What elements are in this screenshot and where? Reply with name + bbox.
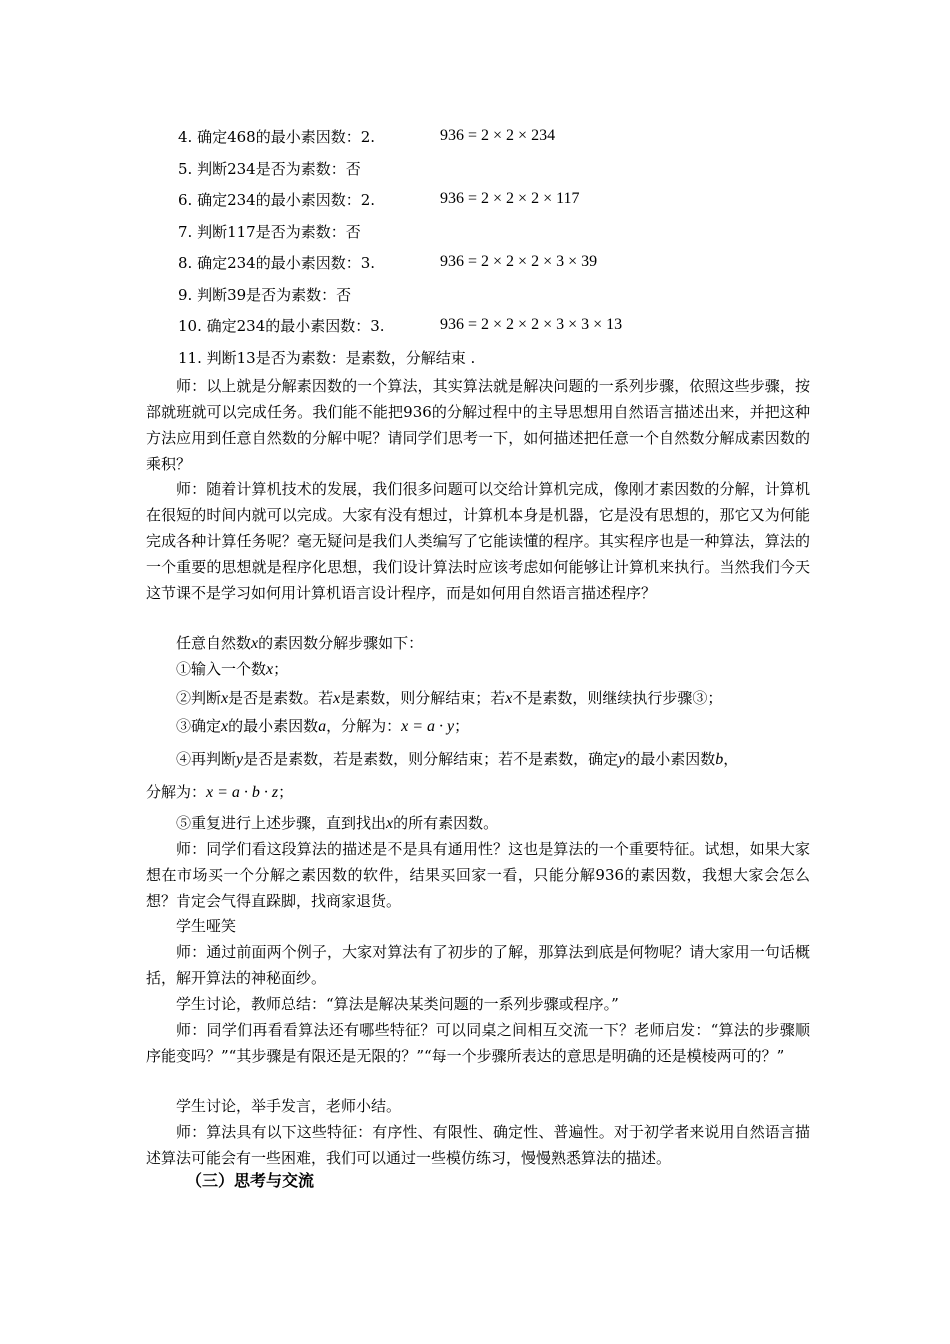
paragraph-teacher-4: 师：通过前面两个例子，大家对算法有了初步的了解，那算法到底是何物呢？请大家用一句话概括，解开算法的神秘面纱。 <box>146 943 810 987</box>
section-heading: （三）思考与交流 <box>186 1171 315 1190</box>
var-x: x <box>266 661 274 678</box>
step-9: 9. 判断39是否为素数：否 <box>178 286 352 304</box>
var-x: x <box>505 690 513 707</box>
step-10: 10. 确定234的最小素因数：3. <box>178 317 385 335</box>
algorithm-step-2: ②判断x是否是素数。若x是素数，则分解结束；若x不是素数，则继续执行步骤③； <box>176 689 723 707</box>
algorithm-step-4: ④再判断y是否是素数，若是素数，则分解结束；若不是素数，确定y的最小素因数b， <box>176 750 739 768</box>
step-6-equation: 936 = 2 × 2 × 2 × 117 <box>440 190 580 207</box>
var-a: a <box>318 718 327 735</box>
paragraph-summary: 学生讨论，教师总结：“算法是解决某类问题的一系列步骤或程序。” <box>176 995 619 1013</box>
step-8-equation: 936 = 2 × 2 × 2 × 3 × 39 <box>440 253 598 270</box>
equation-x-abz: x = a · b · z <box>206 784 279 801</box>
paragraph-teacher-5: 师：同学们再看看算法还有哪些特征？可以同桌之间相互交流一下？老师启发：“算法的步骤顺序能变吗？”“其步骤是有限还是无限的？”“每一个步骤所表达的意思是明确的还是模棱两可的？” <box>146 1021 810 1065</box>
algorithm-step-5: ⑤重复进行上述步骤，直到找出x的所有素因数。 <box>176 814 499 832</box>
algorithm-step-4-cont: 分解为：x = a · b · z； <box>146 783 294 801</box>
paragraph-teacher-2: 师：随着计算机技术的发展，我们很多问题可以交给计算机完成，像刚才素因数的分解，计算机在很短的时间内就可以完成。大家有没有想过，计算机本身是机器，它是没有思想的，那它又为何能完成各种计算任务呢？毫无疑问是我们人类编写了它能读懂的程序。其实程序也是一种算法，算法的一个重要的思想就是程序化思想，我们设计算法时应该考虑如何能够让计算机来执行。当然我们今天这节课不是学习如何用计算机语言设计程序，而是如何用自然语言描述程序？ <box>146 480 810 602</box>
step-4-equation: 936 = 2 × 2 × 234 <box>440 127 556 144</box>
var-x: x <box>221 718 229 735</box>
step-11: 11. 判断13是否为素数：是素数，分解结束 . <box>178 349 476 367</box>
var-y: y <box>618 751 626 768</box>
paragraph-student-laugh: 学生哑笑 <box>176 917 237 935</box>
paragraph-features: 师：算法具有以下这些特征：有序性、有限性、确定性、普遍性。对于初学者来说用自然语言描述算法可能会有一些困难，我们可以通过一些模仿练习，慢慢熟悉算法的描述。 <box>146 1123 810 1167</box>
step-6: 6. 确定234的最小素因数：2. <box>178 191 376 209</box>
paragraph-teacher-1: 师：以上就是分解素因数的一个算法，其实算法就是解决问题的一系列步骤，依照这些步骤，按部就班就可以完成任务。我们能不能把936的分解过程中的主导思想用自然语言描述出来，并把这种方法应用到任意自然数的分解中呢？请同学们思考一下，如何描述把任意一个自然数分解成素因数的乘积？ <box>146 377 810 473</box>
var-x: x <box>333 690 341 707</box>
algorithm-step-1: ①输入一个数x； <box>176 660 289 678</box>
step-10-equation: 936 = 2 × 2 × 2 × 3 × 3 × 13 <box>440 316 623 333</box>
var-x: x <box>386 815 394 832</box>
algorithm-step-3: ③确定x的最小素因数a，分解为：x = a · y； <box>176 717 470 735</box>
var-x: x <box>221 690 229 707</box>
var-y: y <box>236 751 244 768</box>
paragraph-discussion: 学生讨论，举手发言，老师小结。 <box>176 1097 402 1115</box>
step-4: 4. 确定468的最小素因数：2. <box>178 128 376 146</box>
algorithm-intro: 任意自然数x的素因数分解步骤如下： <box>176 634 424 652</box>
paragraph-teacher-3: 师：同学们看这段算法的描述是不是具有通用性？这也是算法的一个重要特征。试想，如果大家想在市场买一个分解之素因数的软件，结果买回家一看，只能分解936的素因数，我想大家会怎么想？肯定会气得直跺脚，找商家退货。 <box>146 840 810 910</box>
equation-x-ay: x = a · y <box>401 718 455 735</box>
step-5: 5. 判断234是否为素数：否 <box>178 160 361 178</box>
step-7: 7. 判断117是否为素数：否 <box>178 223 361 241</box>
var-x: x <box>251 635 259 652</box>
step-8: 8. 确定234的最小素因数：3. <box>178 254 376 272</box>
var-b: b <box>715 751 724 768</box>
